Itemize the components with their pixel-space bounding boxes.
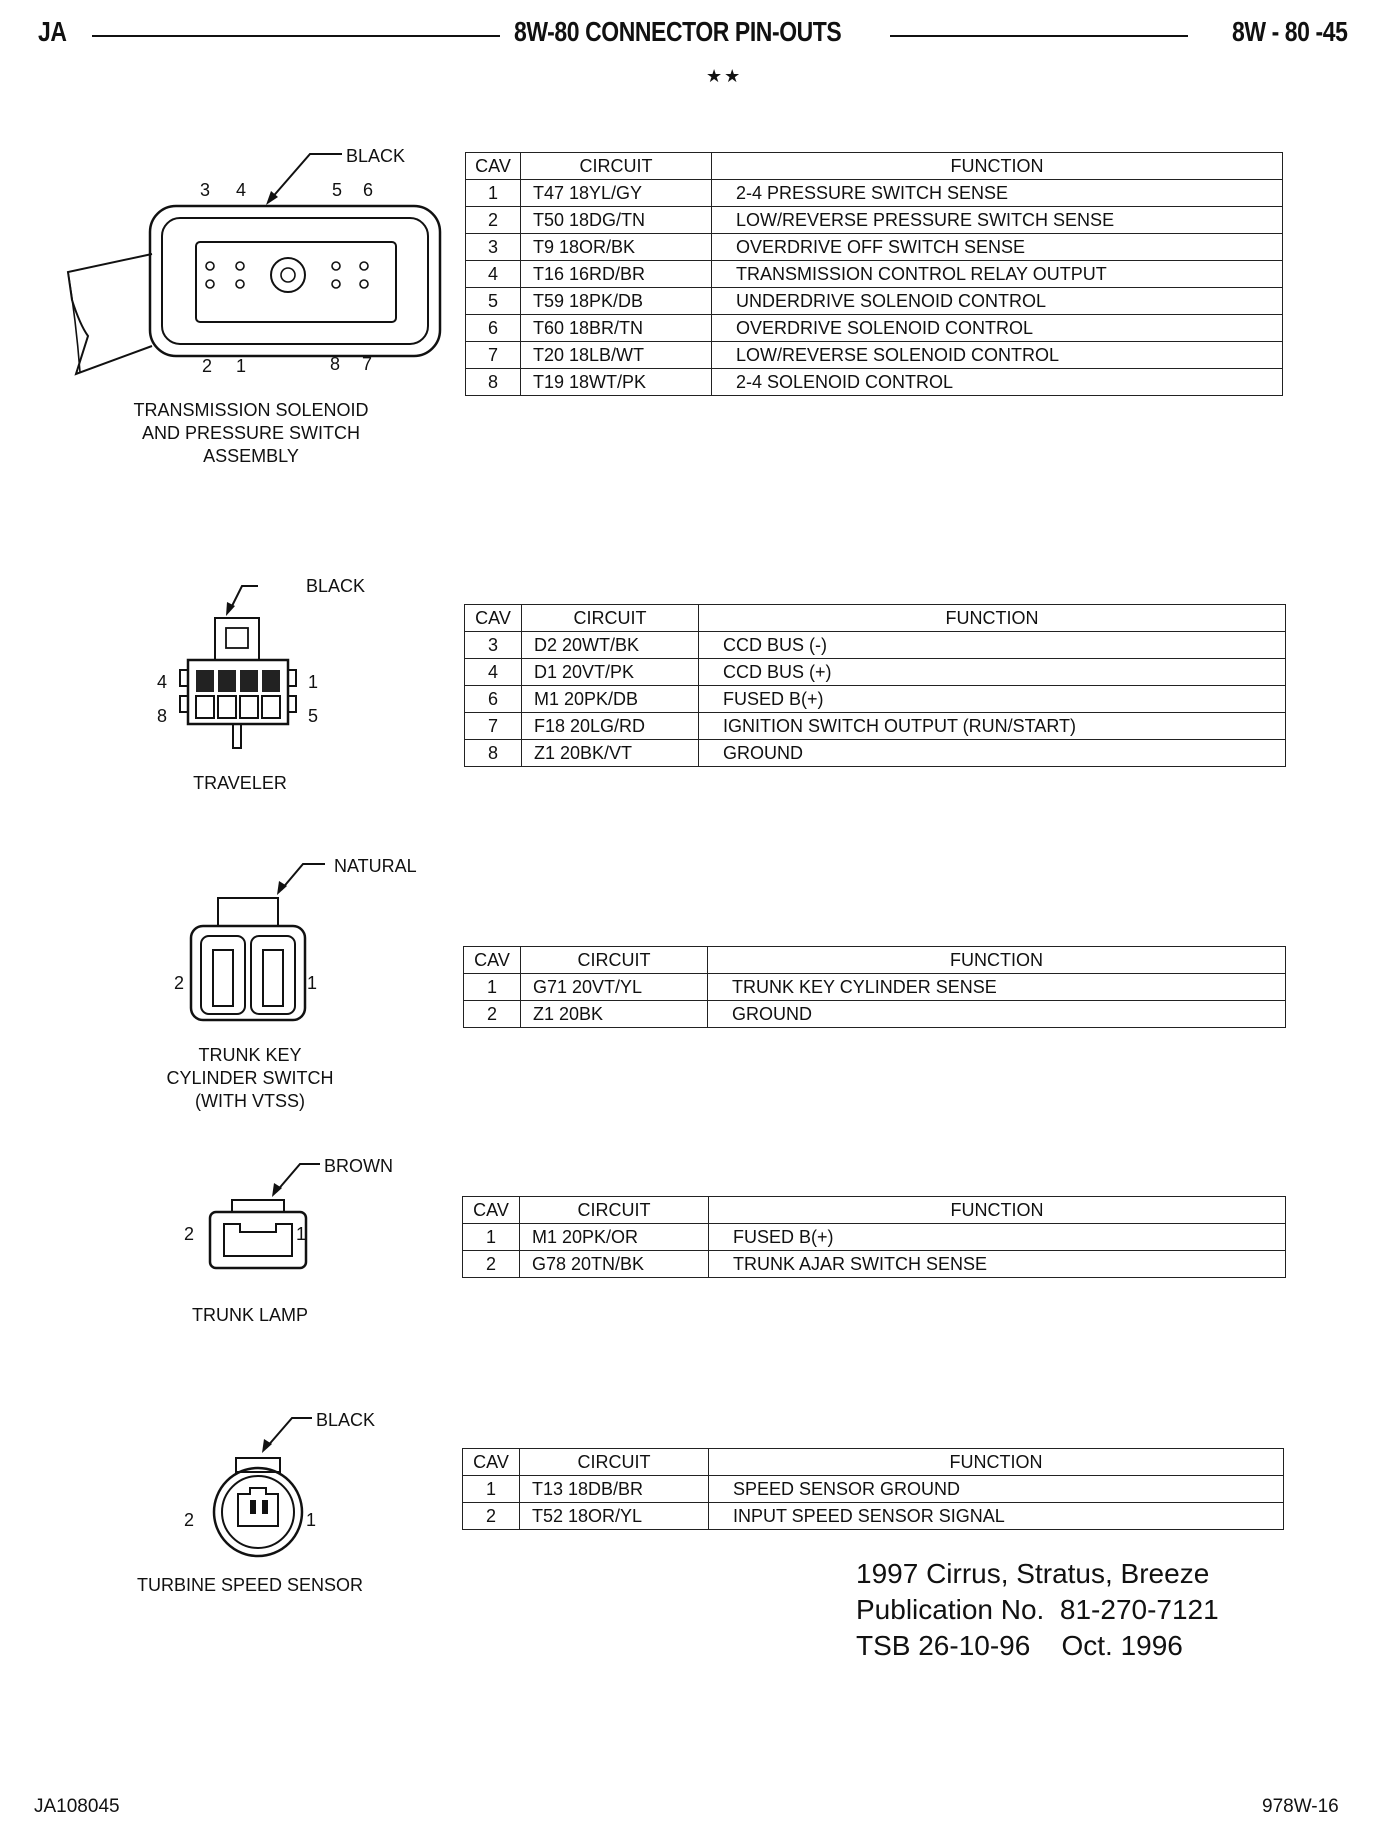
table-row: 1 M1 20PK/OR FUSED B(+) bbox=[463, 1224, 1286, 1251]
connector-1-pin-2: 2 bbox=[202, 356, 213, 376]
connector-2-pin-1: 1 bbox=[308, 672, 319, 692]
table-row: 4 D1 20VT/PK CCD BUS (+) bbox=[465, 659, 1286, 686]
connector-2-pin-4: 4 bbox=[157, 672, 168, 692]
table-row: 1 G71 20VT/YL TRUNK KEY CYLINDER SENSE bbox=[464, 974, 1286, 1001]
connector-1-caption: TRANSMISSION SOLENOID AND PRESSURE SWITCH ASSEMBLY bbox=[133, 400, 369, 466]
header-rule-left bbox=[92, 35, 500, 37]
connector-2-table: CAV CIRCUIT FUNCTION 3 D2 20WT/BK CCD BUS (-) 4 D1 20VT/PK CCD BUS (+) 6 M1 20PK/DB FUSED B(+) 7 F18 20LG/RD IGNITION SWITCH OUTPUT (RUN/START) 8 Z1 20BK/VT GROUND bbox=[464, 604, 1286, 767]
connector-5-caption: TURBINE SPEED SENSOR bbox=[136, 1575, 364, 1595]
publication-info bbox=[856, 1556, 1219, 1664]
connector-3-pin-1: 1 bbox=[307, 973, 318, 993]
connector-2-pin-5: 5 bbox=[308, 706, 319, 726]
table-row: 3 D2 20WT/BK CCD BUS (-) bbox=[465, 632, 1286, 659]
connector-2-caption: TRAVELER bbox=[193, 773, 287, 793]
connector-2-color: BLACK bbox=[306, 576, 366, 596]
table-row: 8 T19 18WT/PK 2-4 SOLENOID CONTROL bbox=[466, 369, 1283, 396]
connector-4-pin-1: 1 bbox=[296, 1224, 307, 1244]
table-row: 6 T60 18BR/TN OVERDRIVE SOLENOID CONTROL bbox=[466, 315, 1283, 342]
connector-4-drawing bbox=[200, 1160, 330, 1270]
connector-3-pin-2: 2 bbox=[174, 973, 185, 993]
table-row: 1 T47 18YL/GY 2-4 PRESSURE SWITCH SENSE bbox=[466, 180, 1283, 207]
table-row: 4 T16 16RD/BR TRANSMISSION CONTROL RELAY OUTPUT bbox=[466, 261, 1283, 288]
connector-5-table: CAV CIRCUIT FUNCTION 1 T13 18DB/BR SPEED SENSOR GROUND 2 T52 18OR/YL INPUT SPEED SENSOR SIGNAL bbox=[462, 1448, 1284, 1530]
table-row: 7 T20 18LB/WT LOW/REVERSE SOLENOID CONTROL bbox=[466, 342, 1283, 369]
page-number: 8W - 80 -45 bbox=[1232, 16, 1348, 47]
table-row: 2 T52 18OR/YL INPUT SPEED SENSOR SIGNAL bbox=[463, 1503, 1284, 1530]
connector-1-drawing bbox=[60, 150, 460, 390]
table-row: 2 T50 18DG/TN LOW/REVERSE PRESSURE SWITCH SENSE bbox=[466, 207, 1283, 234]
connector-3-drawing bbox=[185, 860, 335, 1030]
connector-1-color: BLACK bbox=[346, 146, 406, 166]
connector-4-table: CAV CIRCUIT FUNCTION 1 M1 20PK/OR FUSED B(+) 2 G78 20TN/BK TRUNK AJAR SWITCH SENSE bbox=[462, 1196, 1286, 1278]
connector-5-color: BLACK bbox=[316, 1410, 376, 1430]
connector-3-caption: TRUNK KEY CYLINDER SWITCH (WITH VTSS) bbox=[166, 1045, 334, 1111]
footer-ref-code: 978W-16 bbox=[1262, 1796, 1339, 1817]
connector-1-pin-8: 8 bbox=[330, 354, 341, 374]
table-row: 6 M1 20PK/DB FUSED B(+) bbox=[465, 686, 1286, 713]
connector-5-pin-1: 1 bbox=[306, 1510, 317, 1530]
connector-4-color: BROWN bbox=[324, 1156, 393, 1176]
header-section-code: JA bbox=[38, 16, 67, 47]
publication-models: 1997 Cirrus, Stratus, Breeze bbox=[856, 1558, 1210, 1589]
connector-1-pin-6: 6 bbox=[363, 180, 374, 200]
connector-1-table: CAV CIRCUIT FUNCTION 1 T47 18YL/GY 2-4 PRESSURE SWITCH SENSE 2 T50 18DG/TN LOW/REVERSE PRESSURE SWITCH SENSE 3 T9 18OR/BK OVERDRIVE OFF SWITCH SENSE 4 T16 16RD/BR TRANSMISSION CONTROL RELAY OUTPUT 5 T59 18PK/DB UNDERDRIVE SOLENOID CONTROL 6 T60 18BR/TN OVERDRIVE SOLENOID CONTROL 7 T20 18LB/WT LOW/REVERSE SOLENOID CONTROL 8 T19 18WT/PK 2-4 SOLENOID CONTROL bbox=[465, 152, 1283, 396]
connector-1-pin-1: 1 bbox=[236, 356, 247, 376]
connector-5-drawing bbox=[200, 1414, 330, 1554]
page-stars: ★★ bbox=[706, 66, 743, 86]
connector-1-pin-4: 4 bbox=[236, 180, 247, 200]
connector-4-pin-2: 2 bbox=[184, 1224, 195, 1244]
publication-number-line: Publication No. 81-270-7121 bbox=[856, 1594, 1219, 1625]
connector-3-color: NATURAL bbox=[334, 856, 417, 876]
connector-1-pin-3: 3 bbox=[200, 180, 211, 200]
table-row: 2 Z1 20BK GROUND bbox=[464, 1001, 1286, 1028]
table-row: 1 T13 18DB/BR SPEED SENSOR GROUND bbox=[463, 1476, 1284, 1503]
table-row: 5 T59 18PK/DB UNDERDRIVE SOLENOID CONTROL bbox=[466, 288, 1283, 315]
connector-4-caption: TRUNK LAMP bbox=[191, 1305, 308, 1325]
header-rule-right bbox=[890, 35, 1188, 37]
connector-2-drawing bbox=[170, 580, 320, 770]
connector-3-table: CAV CIRCUIT FUNCTION 1 G71 20VT/YL TRUNK KEY CYLINDER SENSE 2 Z1 20BK GROUND bbox=[463, 946, 1286, 1028]
table-row: 8 Z1 20BK/VT GROUND bbox=[465, 740, 1286, 767]
table-row: 2 G78 20TN/BK TRUNK AJAR SWITCH SENSE bbox=[463, 1251, 1286, 1278]
table-row: 7 F18 20LG/RD IGNITION SWITCH OUTPUT (RUN/START) bbox=[465, 713, 1286, 740]
connector-5-pin-2: 2 bbox=[184, 1510, 195, 1530]
footer-figure-id: JA108045 bbox=[34, 1796, 120, 1817]
publication-tsb-line: TSB 26-10-96 Oct. 1996 bbox=[856, 1630, 1183, 1661]
connector-2-pin-8: 8 bbox=[157, 706, 168, 726]
table-row: 3 T9 18OR/BK OVERDRIVE OFF SWITCH SENSE bbox=[466, 234, 1283, 261]
connector-1-pin-7: 7 bbox=[362, 354, 373, 374]
connector-1-pin-5: 5 bbox=[332, 180, 343, 200]
page-title: 8W-80 CONNECTOR PIN-OUTS bbox=[514, 16, 842, 47]
